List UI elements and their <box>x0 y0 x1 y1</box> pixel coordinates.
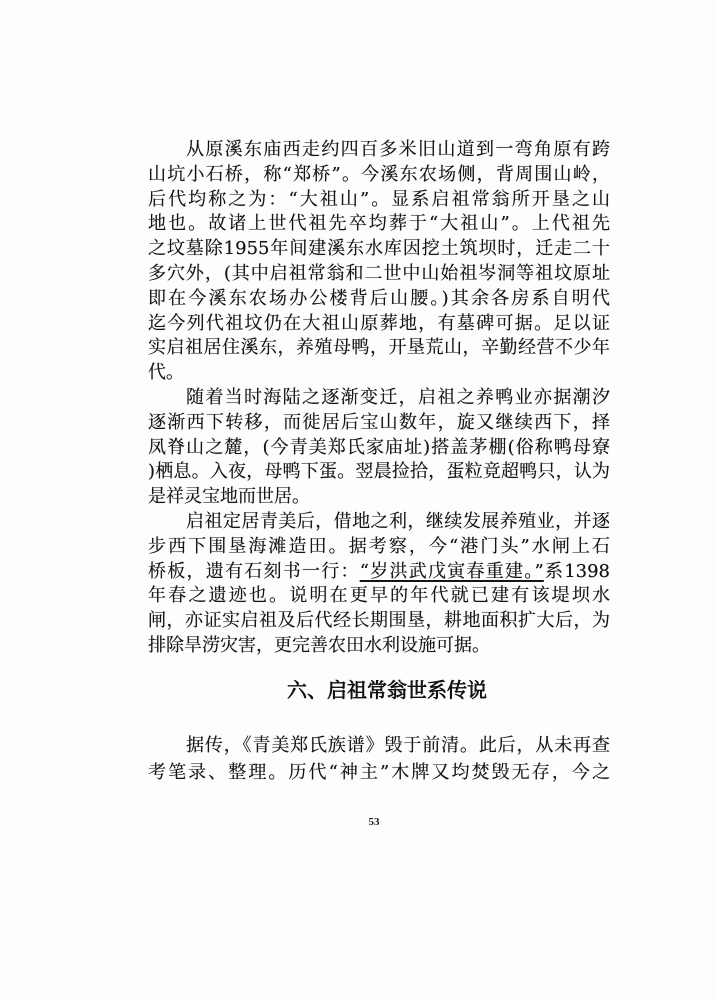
text-line: 山坑小石桥，称“郑桥”。今溪东农场侧，背周围山岭， <box>148 163 610 185</box>
text-line: 是祥灵宝地而世居。 <box>148 486 310 508</box>
text-line: 年春之遗迹也。说明在更早的年代就已建有该堤坝水 <box>148 585 610 607</box>
text-line: 凤脊山之麓，(今青美郑氏家庙址)搭盖茅棚(俗称鸭母寮 <box>148 436 610 458</box>
page-number: 53 <box>368 816 380 828</box>
text-line: 逐渐西下转移，而徙居后宝山数年，旋又继续西下，择 <box>148 411 610 433</box>
text-line: 实启祖居住溪东，养殖母鸭，开垦荒山，辛勤经营不少年 <box>148 337 610 359</box>
text-line: 考笔录、整理。历代“神主”木牌又均焚毁无存，今之 <box>148 762 610 783</box>
text-line: 之坟墓除1955年间建溪东水库因挖土筑坝时，迁走二十 <box>148 238 610 260</box>
paragraph-3 <box>148 510 610 659</box>
text-line: )栖息。入夜，母鸭下蛋。翌晨捡拾，蛋粒竟超鸭只，认为 <box>148 461 610 483</box>
text-line: 迄今列代祖坟仍在大祖山原葬地，有墓碑可据。足以证 <box>148 312 610 334</box>
text-line: 排除旱涝灾害，更完善农田水利设施可据。 <box>148 634 490 656</box>
text-segment: 系1398 <box>543 560 610 582</box>
text-line: 地也。故诸上世代祖先卒均葬于“大祖山”。上代祖先 <box>148 213 610 235</box>
text-line: 后代均称之为：“大祖山”。显系启祖常翁所开垦之山 <box>148 188 610 210</box>
text-line: 闸，亦证实启祖及后代经长期围垦，耕地面积扩大后，为 <box>148 610 610 632</box>
text-line: 多穴外，(其中启祖常翁和二世中山始祖岑洞等祖坟原址 <box>148 262 610 284</box>
text-line: 即在今溪东农场办公楼背后山腰。)其余各房系自明代 <box>148 287 610 309</box>
paragraph-2 <box>148 386 610 510</box>
text-line: 随着当时海陆之逐渐变迁，启祖之养鸭业亦据潮汐 <box>186 387 610 408</box>
text-segment: 桥板，遗有石刻书一行： <box>148 560 360 582</box>
underlined-inscription: “岁洪武戊寅春重建。” <box>359 560 544 582</box>
text-line: 从原溪东庙西走约四百多米旧山道到一弯角原有跨 <box>186 139 610 160</box>
text-line: 启祖定居青美后，借地之利，继续发展养殖业，并逐 <box>186 511 610 532</box>
paragraph-1 <box>148 138 610 386</box>
text-line <box>148 560 610 585</box>
section-heading: 六、启祖常翁世系传说 <box>287 678 487 702</box>
text-line: 代。 <box>148 362 184 384</box>
paragraph-4 <box>148 732 610 786</box>
text-line: 据传，《青美郑氏族谱》毁于前清。此后，从未再查 <box>186 735 610 756</box>
text-line: 步西下围垦海滩造田。据考察，今“港门头”水闸上石 <box>148 535 610 557</box>
